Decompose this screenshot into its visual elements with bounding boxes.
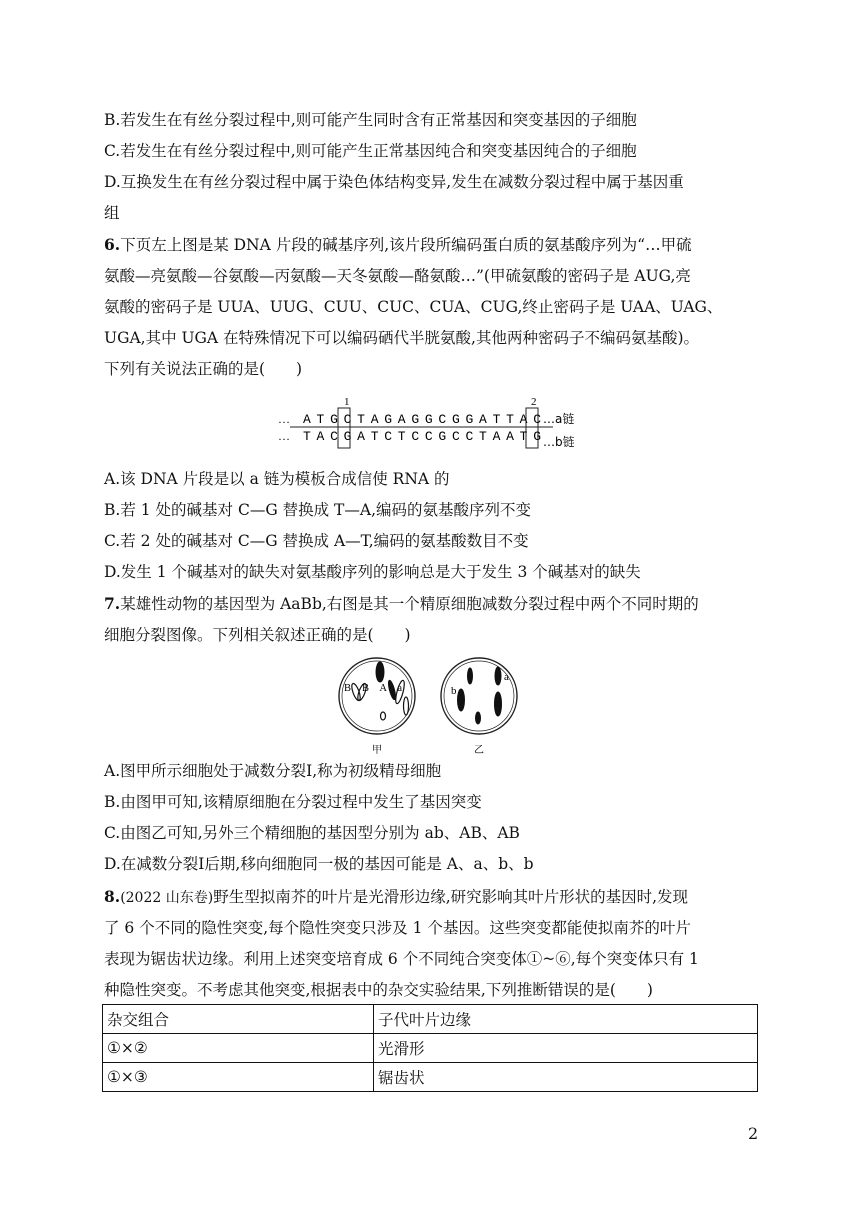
- q7-option-a: A.图甲所示细胞处于减数分裂Ⅰ,称为初级精母细胞: [104, 762, 442, 780]
- q7-stem-text: 某雄性动物的基因型为 AaBb,右图是其一个精原细胞减数分裂过程中两个不同时期的: [120, 595, 699, 613]
- q7-option-d: D.在减数分裂Ⅰ后期,移向细胞同一极的基因可能是 A、a、b、b: [104, 855, 534, 873]
- q7-stem-line1: [104, 594, 699, 614]
- b-strand-left: …: [278, 429, 290, 443]
- option-b: B.若发生在有丝分裂过程中,则可能产生同时含有正常基因和突变基因的子细胞: [104, 111, 637, 129]
- cell-division-svg: [336, 652, 536, 758]
- cell-yi-label: 乙: [474, 745, 484, 756]
- table-cell: ①×②: [103, 1034, 374, 1063]
- q6-option-b: B.若 1 处的碱基对 C—G 替换成 T—A,编码的氨基酸序列不变: [104, 501, 532, 519]
- cell-jia-genes: B B A a: [344, 683, 402, 694]
- q8-source: (2022 山东卷): [120, 890, 214, 906]
- q6-stem-line3: 氨酸的密码子是 UUA、UUG、CUU、CUC、CUA、CUG,终止密码子是 UAA、UAG、: [104, 298, 723, 316]
- q6-stem-line2: 氨酸—亮氨酸—谷氨酸—丙氨酸—天冬氨酸—酪氨酸…”(甲硫氨酸的密码子是 AUG,亮: [104, 267, 691, 285]
- page-number: 2: [748, 1124, 759, 1143]
- q8-stem-line2: 了 6 个不同的隐性突变,每个隐性突变只涉及 1 个基因。这些突变都能使拟南芥的叶片: [104, 919, 691, 937]
- q8-stem-text: 野生型拟南芥的叶片是光滑形边缘,研究影响其叶片形状的基因时,发现: [213, 888, 689, 906]
- table-header-cell: 子代叶片边缘: [374, 1005, 758, 1034]
- cell-yi-chromosomes: [458, 667, 502, 724]
- box2-label: 2: [531, 396, 537, 408]
- q6-stem-line4: UGA,其中 UGA 在特殊情况下可以编码硒代半胱氨酸,其他两种密码子不编码氨基酸)。: [104, 329, 700, 347]
- cell-yi-gene-a: a: [504, 671, 509, 683]
- q6-option-a: A.该 DNA 片段是以 a 链为模板合成信使 RNA 的: [104, 470, 450, 488]
- q6-option-c: C.若 2 处的碱基对 C—G 替换成 A—T,编码的氨基酸数目不变: [104, 532, 529, 550]
- dna-sequence-figure: [278, 394, 588, 452]
- q8-stem-line3: 表现为锯齿状边缘。利用上述突变培育成 6 个不同纯合突变体①~⑥,每个突变体只有 1: [104, 950, 699, 968]
- table-cell: ①×③: [103, 1063, 374, 1092]
- a-strand-right: …a链: [543, 412, 575, 426]
- q8-stem-line1: [104, 887, 688, 908]
- q6-option-d: D.发生 1 个碱基对的缺失对氨基酸序列的影响总是大于发生 3 个碱基对的缺失: [104, 563, 641, 581]
- table-row: [103, 1063, 758, 1092]
- q6-stem-line5: 下列有关说法正确的是( ): [104, 360, 303, 378]
- q6-number: 6.: [104, 235, 121, 254]
- q7-number: 7.: [104, 594, 121, 613]
- b-strand-sequence: TACGATCTCCGCCTAATG: [303, 429, 541, 444]
- option-c: C.若发生在有丝分裂过程中,则可能产生正常基因纯合和突变基因纯合的子细胞: [104, 142, 637, 160]
- table-header-cell: 杂交组合: [103, 1005, 374, 1034]
- table-cell: 锯齿状: [374, 1063, 758, 1092]
- q7-option-c: C.由图乙可知,另外三个精细胞的基因型分别为 ab、AB、AB: [104, 824, 520, 842]
- cell-division-figure: [336, 652, 536, 758]
- option-d-line1: D.互换发生在有丝分裂过程中属于染色体结构变异,发生在减数分裂过程中属于基因重: [104, 173, 684, 191]
- q7-option-b: B.由图甲可知,该精原细胞在分裂过程中发生了基因突变: [104, 793, 482, 811]
- q8-stem-line4: 种隐性突变。不考虑其他突变,根据表中的杂交实验结果,下列推断错误的是( ): [104, 981, 653, 999]
- box1-label: 1: [344, 396, 350, 408]
- table-cell: 光滑形: [374, 1034, 758, 1063]
- cell-jia-label: 甲: [372, 745, 382, 756]
- option-d-line2: 组: [104, 204, 120, 222]
- cell-yi-gene-b: b: [451, 685, 457, 697]
- table-row: [103, 1034, 758, 1063]
- a-strand-left: …: [278, 412, 290, 426]
- q7-stem-line2: 细胞分裂图像。下列相关叙述正确的是( ): [104, 626, 411, 644]
- q6-stem-text: 下页左上图是某 DNA 片段的碱基序列,该片段所编码蛋白质的氨基酸序列为“…甲硫: [120, 236, 692, 254]
- dna-sequence-svg: [278, 394, 588, 452]
- cross-result-table: [102, 1004, 758, 1092]
- table-header-row: [103, 1005, 758, 1034]
- a-strand-sequence: ATGCTAGAGGCGGATTAC: [303, 412, 541, 427]
- q8-number: 8.: [104, 887, 121, 906]
- b-strand-right: …b链: [543, 435, 575, 449]
- q6-stem-line1: [104, 235, 692, 255]
